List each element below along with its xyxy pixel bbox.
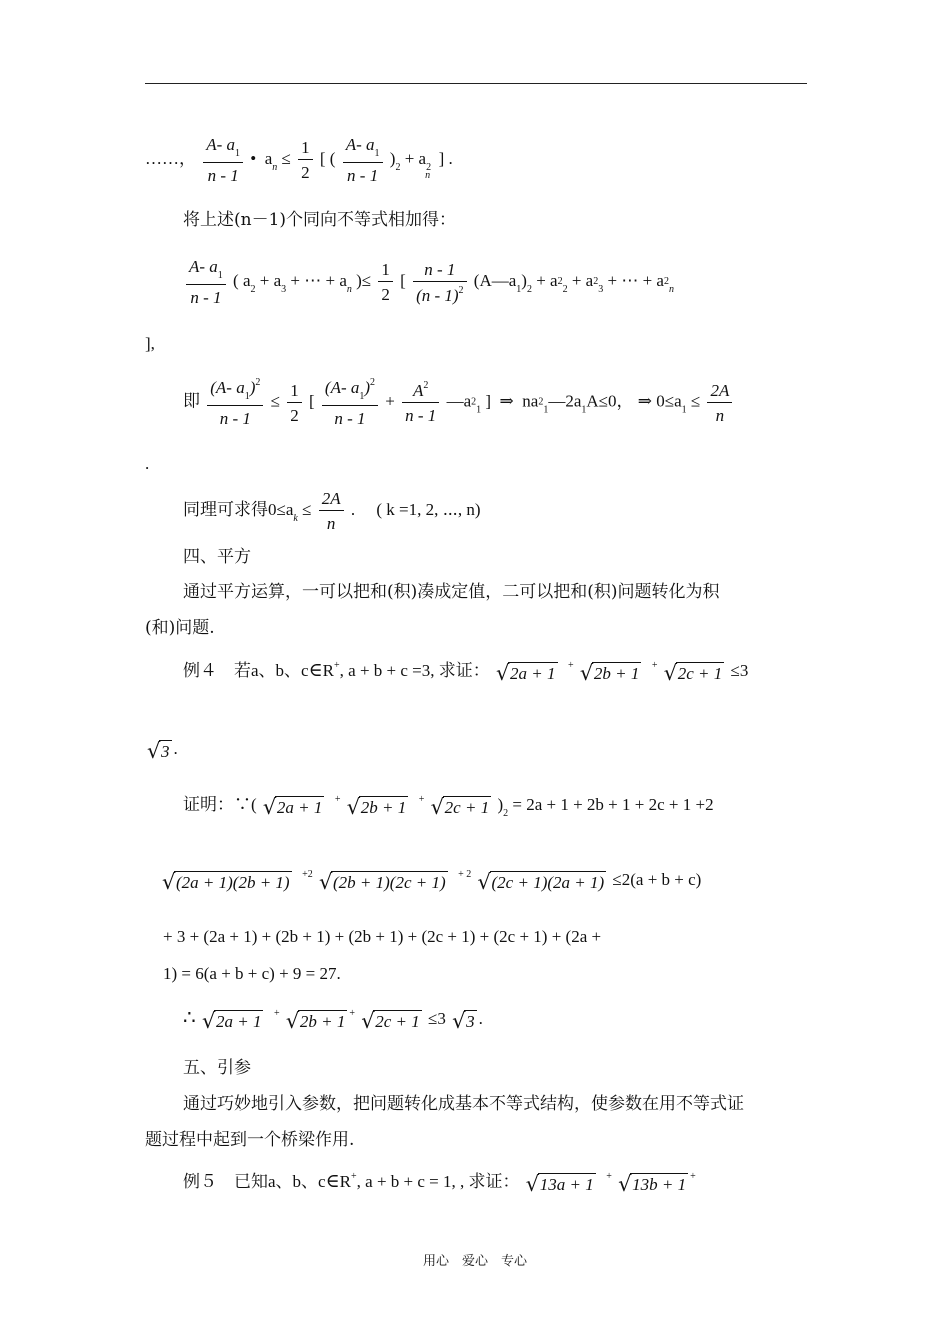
sqrt	[579, 661, 641, 686]
numerator: n - 1	[413, 261, 466, 282]
page-footer: 用心 爱心 专心	[422, 1254, 527, 1269]
math-token: , a + b + c =3, 求证：	[339, 661, 490, 680]
superscript: +	[418, 794, 425, 805]
subscript: 2	[562, 283, 568, 295]
radical-sign: √	[430, 795, 445, 820]
sqrt	[262, 795, 324, 820]
math-token: )	[364, 378, 371, 397]
superscript: 2	[370, 377, 376, 388]
superscript: 2	[458, 284, 464, 296]
sqrt	[201, 1009, 263, 1034]
superscript: +	[334, 660, 340, 671]
denominator: n	[715, 405, 725, 425]
denominator: 2	[381, 285, 390, 304]
radicand: (2b + 1)(2c + 1)	[332, 873, 446, 893]
math-token: [	[308, 391, 315, 411]
math-token: ∴	[183, 1007, 196, 1029]
subscript: 2	[250, 283, 256, 295]
math-token: 0≤a	[268, 499, 294, 519]
numerator: 2A	[319, 490, 344, 511]
fraction	[343, 136, 383, 184]
superscript: +	[690, 1171, 696, 1182]
numerator: 1	[287, 382, 302, 403]
subscript: 1	[516, 283, 522, 295]
radical-sign: √	[361, 1009, 375, 1034]
subscript: 1	[217, 270, 223, 281]
math-token: = 2a + 1 + 2b + 1 + 2c + 1 +2	[512, 795, 714, 814]
sqrt	[496, 661, 557, 686]
radical-sign: √	[618, 1172, 632, 1197]
radical-sign: √	[285, 1009, 300, 1034]
fraction	[322, 378, 378, 427]
radicand: (2a + 1)(2b + 1)	[176, 873, 290, 893]
subscript: 1	[235, 148, 241, 159]
math-token: ≤	[690, 391, 701, 411]
sqrt	[318, 870, 448, 895]
proof-line-4: 1) = 6(a + b + c) + 9 = 27.	[163, 964, 341, 983]
math-token: R	[339, 1172, 352, 1191]
radicand: 2b + 1	[593, 664, 640, 684]
radicand: 13a + 1	[539, 1175, 594, 1195]
paragraph-line: 通过巧妙地引入参数，把问题转化成基本不等式结构，使参数在用不等式证	[183, 1094, 744, 1114]
math-token: + a	[259, 270, 282, 290]
fraction-half	[287, 382, 302, 424]
math-token: ⇒	[499, 391, 514, 411]
example-5	[183, 1171, 696, 1197]
fraction	[402, 381, 439, 424]
math-token: . ( k =1, 2, ⋯, n)	[350, 499, 481, 519]
math-token: , a + b + c = 1, , 求证：	[356, 1172, 520, 1191]
math-token: (A—a	[473, 270, 517, 290]
numerator: 1	[298, 139, 313, 160]
subscript: 1	[476, 404, 482, 416]
superscript: +2	[302, 869, 313, 880]
radical-sign: √	[147, 739, 161, 764]
section-heading: 五、引参	[183, 1058, 251, 1078]
sqrt	[147, 739, 172, 764]
math-token: + a	[571, 270, 594, 290]
subscript: 2	[557, 275, 563, 287]
radicand: 2b + 1	[299, 1012, 346, 1032]
math-token: 例５ 已知a、b、c	[183, 1172, 326, 1191]
subscript: 1	[581, 404, 587, 416]
math-token: + ⋯ + a	[607, 270, 664, 290]
radical-sign: √	[477, 870, 491, 895]
math-token: )	[249, 378, 256, 397]
example-4-cont	[145, 739, 178, 764]
math-token: ]	[485, 391, 492, 411]
math-token: 即	[183, 391, 200, 411]
math-token: ≤3	[428, 1009, 446, 1028]
paragraph-line: (和)问题.	[145, 618, 215, 638]
math-token: ≤2(a + b + c)	[612, 870, 702, 889]
radical-sign: √	[318, 870, 333, 895]
math-token: [ (	[319, 148, 336, 168]
math-token: A	[413, 381, 424, 400]
sqrt	[477, 870, 607, 895]
subscript: 2	[426, 161, 432, 173]
math-token: +	[385, 391, 395, 411]
subscript: n	[346, 283, 352, 295]
math-token: ∈	[308, 660, 323, 681]
superscript: +	[349, 1008, 355, 1019]
math-token: 0≤a	[656, 391, 682, 411]
radical-sign: √	[452, 1009, 466, 1034]
subscript: 2	[395, 161, 401, 173]
numerator: 1	[378, 261, 393, 282]
radicand: 3	[161, 742, 170, 762]
subscript: 2	[471, 396, 477, 408]
superscript: +	[351, 1171, 357, 1182]
fraction	[319, 490, 344, 532]
math-token: A- a	[206, 135, 236, 154]
radicand: 3	[466, 1012, 475, 1032]
radicand: 2c + 1	[444, 798, 490, 818]
sqrt	[618, 1172, 688, 1197]
proof-line-1	[183, 795, 714, 819]
sqrt	[346, 795, 408, 820]
formula-line-7	[183, 490, 481, 532]
math-token: .	[478, 1009, 483, 1028]
math-token: A- a	[189, 257, 218, 276]
subscript: n	[425, 169, 431, 181]
subscript: 2	[593, 275, 599, 287]
sqrt	[525, 1172, 596, 1197]
subscript: 3	[598, 283, 604, 295]
denominator	[413, 282, 466, 304]
math-token: ] .	[438, 148, 453, 168]
math-token: —2a	[548, 391, 582, 411]
math-token: ⇒	[637, 391, 652, 411]
math-token: 例４ 若a、b、c	[183, 661, 309, 680]
superscript: +	[273, 1008, 280, 1019]
math-token: ≤3	[730, 661, 749, 680]
math-token: 同理可求得	[183, 499, 268, 519]
math-token: )	[497, 795, 504, 814]
math-token: a	[264, 148, 273, 168]
subscript: n	[272, 161, 278, 173]
numerator	[343, 136, 383, 163]
numerator: 2A	[707, 382, 732, 403]
math-token: [	[400, 270, 406, 290]
radicand: 2a + 1	[215, 1012, 262, 1032]
subscript: 3	[281, 283, 287, 295]
formula-line-5	[183, 378, 735, 427]
fraction	[207, 378, 263, 427]
sqrt	[285, 1009, 347, 1034]
denominator: 2	[290, 405, 299, 425]
fraction-half	[298, 139, 313, 181]
subscript: 1	[359, 391, 365, 402]
math-token: ≤	[270, 391, 280, 411]
radical-sign: √	[346, 795, 361, 820]
numerator	[322, 378, 378, 406]
section-heading: 四、平方	[183, 547, 251, 567]
superscript: + 2	[458, 869, 472, 880]
math-token: ∈	[325, 1171, 340, 1192]
radicand: (2c + 1)(2a + 1)	[491, 873, 605, 893]
math-token: ……，	[145, 148, 196, 168]
math-token: + ⋯ + a	[290, 270, 347, 290]
text-line: .	[145, 454, 150, 473]
superscript: +	[568, 660, 574, 671]
subscript: 1	[374, 148, 380, 159]
superscript: 2	[423, 380, 429, 391]
fraction	[186, 258, 226, 306]
sqrt	[452, 1009, 477, 1034]
radicand: 2a + 1	[276, 798, 323, 818]
math-token: )	[389, 148, 396, 168]
math-token: + a	[404, 148, 427, 168]
header-rule	[145, 83, 807, 84]
denominator: n - 1	[219, 409, 251, 428]
sqrt	[430, 795, 492, 820]
subscript: n	[668, 283, 674, 295]
subscript: 2	[663, 275, 669, 287]
math-token: na	[522, 391, 539, 411]
math-token: )≤	[356, 270, 372, 290]
superscript: +	[334, 794, 341, 805]
denominator: 2	[301, 163, 310, 182]
math-token: A≤0，	[586, 391, 634, 411]
math-token: (A- a	[210, 378, 245, 397]
formula-line-3	[183, 258, 674, 306]
subscript: 2	[538, 396, 544, 408]
radical-sign: √	[525, 1172, 540, 1197]
radical-sign: √	[162, 870, 176, 895]
math-token: ≤	[281, 148, 291, 168]
math-token: ( a	[233, 270, 251, 290]
math-token: R	[322, 661, 335, 680]
radicand: 2c + 1	[677, 664, 723, 684]
proof-line-3: + 3 + (2a + 1) + (2b + 1) + (2b + 1) + (2c + 1) + (2c + 1) + (2a +	[163, 927, 602, 946]
math-token: —a	[446, 391, 472, 411]
subscript: 2	[526, 283, 532, 295]
fraction	[707, 382, 732, 424]
denominator: n - 1	[207, 166, 239, 185]
radical-sign: √	[579, 661, 594, 686]
math-token: ≤	[302, 499, 312, 519]
numerator	[203, 136, 243, 163]
denominator: n - 1	[190, 288, 222, 307]
numerator	[402, 381, 439, 403]
radicand: 13b + 1	[632, 1175, 687, 1195]
subscript: k	[293, 512, 298, 524]
fraction	[203, 136, 243, 184]
superscript: 2	[255, 377, 261, 388]
superscript: +	[651, 660, 658, 671]
sqrt	[361, 1009, 422, 1034]
math-token: (A- a	[324, 378, 360, 397]
example-4	[183, 660, 749, 686]
radical-sign: √	[201, 1009, 216, 1034]
math-token: 证明：∵(	[183, 795, 257, 814]
sqrt	[663, 661, 725, 686]
math-token: .	[173, 739, 178, 758]
denominator: n - 1	[334, 409, 366, 428]
numerator	[207, 378, 263, 406]
fraction	[413, 261, 466, 304]
subscript: 1	[543, 404, 549, 416]
denominator: n - 1	[405, 406, 437, 425]
proof-line-2	[160, 869, 702, 895]
math-token: )	[521, 270, 527, 290]
subscript: 1	[244, 391, 250, 402]
denominator: n	[326, 514, 336, 533]
radicand: 2a + 1	[510, 664, 556, 684]
fraction-half	[378, 261, 393, 303]
paragraph-line: 通过平方运算，一可以把和(积)凑成定值，二可以把和(积)问题转化为积	[183, 582, 720, 602]
radical-sign: √	[663, 661, 678, 686]
radicand: 2c + 1	[375, 1012, 420, 1032]
sqrt	[162, 870, 292, 895]
math-token: •	[250, 148, 257, 168]
numerator	[186, 258, 226, 285]
math-token: A- a	[345, 135, 375, 154]
math-token: + a	[536, 270, 558, 290]
text-line: ],	[145, 334, 155, 353]
conclusion-line	[183, 1007, 483, 1034]
radical-sign: √	[262, 795, 277, 820]
radicand: 2b + 1	[360, 798, 407, 818]
denominator: n - 1	[347, 166, 379, 185]
paragraph-line: 题过程中起到一个桥梁作用.	[145, 1130, 355, 1150]
formula-line-1	[145, 136, 453, 184]
subscript: 2	[503, 808, 509, 819]
radical-sign: √	[496, 661, 510, 686]
text-line: 将上述(n－1)个同向不等式相加得：	[183, 210, 457, 230]
subscript: 1	[681, 404, 687, 416]
superscript: +	[606, 1171, 612, 1182]
math-token: (n - 1)	[416, 285, 459, 305]
